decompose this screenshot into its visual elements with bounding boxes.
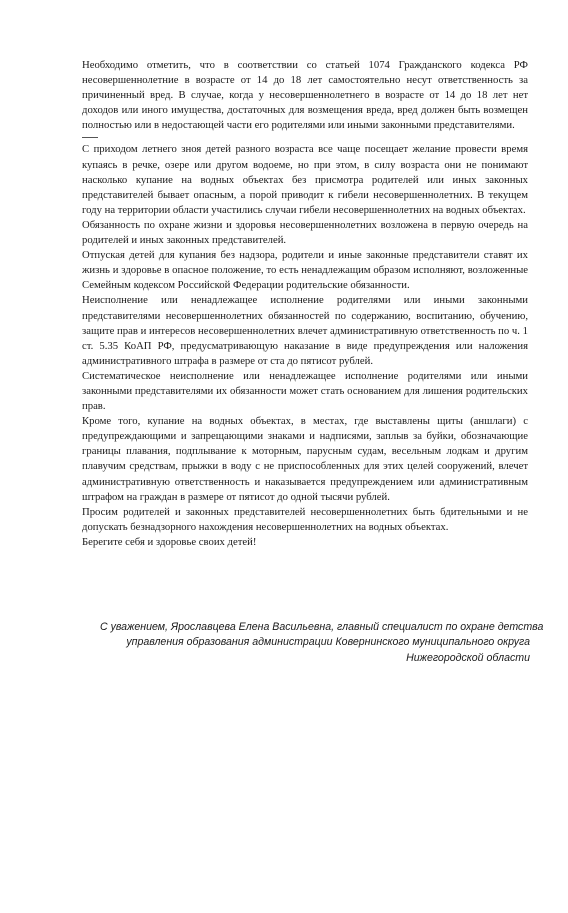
- paragraph-water-rules: Кроме того, купание на водных объектах, в местах, где выставлены щиты (аншлаги) с предупреждающими и запрещающими знаками и надписями, заплыв за буйки, обозначающие границы плавания, подплывание к моторным, парусным судам, весельным лодкам и другим плавучим средствам, прыжки в воду с не приспособленных для этих целей сооружений, влечет административную ответственность и наказывается предупреждением или административным штрафом на граждан в размере от пятисот до одной тысячи рублей.: [82, 415, 528, 503]
- signature-line-name: С уважением, Ярославцева Елена Васильевна, главный специалист по охране детства: [100, 621, 544, 633]
- paragraph-appeal: Просим родителей и законных представителей несовершеннолетних быть бдительными и не допускать безнадзорного нахождения несовершеннолетних на водных объектах.: [82, 505, 528, 533]
- signature-line-region: Нижегородской области: [406, 651, 530, 664]
- signature-line-department: управления образования администрации Ковернинского муниципального округа: [126, 636, 530, 649]
- signature-block: [100, 620, 544, 666]
- paragraph-parental-rights: Систематическое неисполнение или ненадлежащее исполнение родителями или иными законными представителями их обязанности может стать основанием для лишения родительских прав.: [82, 369, 528, 413]
- paragraph-civil-code: Необходимо отметить, что в соответствии со статьей 1074 Гражданского кодекса РФ несовершеннолетние в возрасте от 14 до 18 лет самостоятельно несут ответственность за причиненный вред. В случае, когда у несовершеннолетнего в возрасте от 14 до 18 лет нет доходов или иного имущества, достаточных для возмещения вреда, вред должен быть возмещен полностью или в недостающей части его родителями или иными законными представителями.: [82, 59, 528, 132]
- paragraph-without-supervision: Отпуская детей для купания без надзора, родители и иные законные представители ставят их жизнь и здоровье в опасное положение, то есть ненадлежащим образом исполняют, возложенные Семейным кодексом Российской Федерации родительские обязанности.: [82, 249, 528, 292]
- paragraph-summer-swimming: С приходом летнего зноя детей разного возраста все чаще посещает желание провести время купаясь в речке, озере или другом водоеме, но при этом, в силу возраста они не понимают насколько купание на водных объектах без присмотра родителей или иных законных представителей бывает опасным, а порой приводит к гибели несовершеннолетних. В текущем году на территории области участились случаи гибели несовершеннолетних на водных объектах.: [82, 143, 528, 216]
- document-body: [82, 58, 528, 550]
- paragraph-administrative-liability: Неисполнение или ненадлежащее исполнение родителями или иными законными представителями несовершеннолетних обязанностей по содержанию, воспитанию, обучению, защите прав и интересов несовершеннолетних влечет административную ответственность по ч. 1 ст. 5.35 КоАП РФ, предусматривающую наказание в виде предупреждения или наложения административного штрафа в размере от ста до пятисот рублей.: [82, 294, 528, 367]
- section-divider: [82, 137, 98, 138]
- paragraph-closing: Берегите себя и здоровье своих детей!: [82, 535, 257, 548]
- paragraph-duty-of-parents: Обязанность по охране жизни и здоровья несовершеннолетних возложена в первую очередь на родителей и иных законных представителей.: [82, 218, 528, 247]
